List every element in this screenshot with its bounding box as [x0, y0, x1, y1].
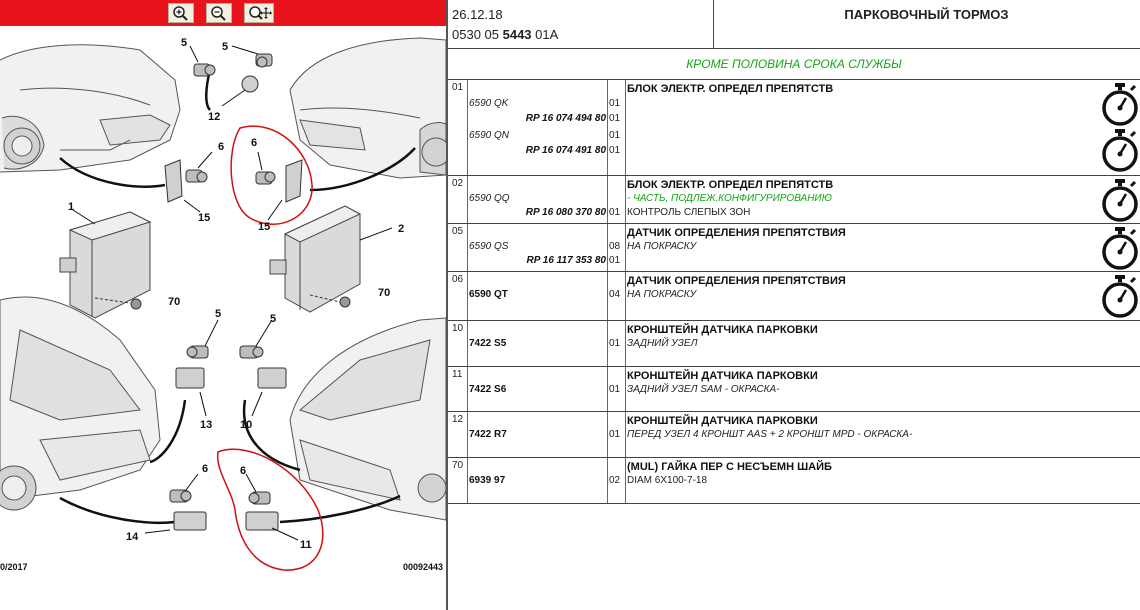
callout-14: 14 — [126, 531, 139, 543]
zoom-out-icon — [209, 5, 231, 21]
part-note: ПЕРЕД УЗЕЛ 4 КРОНШТ AAS + 2 КРОНШТ MPD - ОКРАСКА- — [627, 429, 913, 440]
red-annotation-marks — [218, 126, 323, 570]
table-row[interactable] — [448, 457, 1140, 503]
callout-15b: 15 — [258, 221, 271, 233]
callout-5d: 5 — [270, 313, 277, 325]
ref-code[interactable]: 6590 QT — [469, 289, 508, 300]
page-title: ПАРКОВОЧНЫЙ ТОРМОЗ — [844, 7, 1009, 22]
table-row[interactable] — [448, 271, 1140, 320]
table-row[interactable] — [448, 320, 1140, 366]
rear-car-left-drawing — [0, 297, 160, 510]
table-header — [448, 0, 1140, 49]
rear-car-right-drawing — [290, 318, 446, 520]
sensors-group — [165, 54, 302, 530]
part-note: НА ПОКРАСКУ — [627, 241, 697, 252]
quantity: 01 — [609, 338, 621, 349]
part-description: КРОНШТЕЙН ДАТЧИКА ПАРКОВКИ — [627, 324, 818, 336]
callout-6d: 6 — [240, 465, 247, 477]
ref-code[interactable]: 6590 QQ — [469, 193, 510, 204]
code-suffix: 01A — [531, 27, 559, 42]
table-row[interactable] — [448, 79, 1140, 175]
quantity: 01 — [609, 130, 621, 141]
header-code — [452, 27, 558, 42]
code-prefix: 0530 05 — [452, 27, 503, 42]
filter-note: КРОМЕ ПОЛОВИНА СРОКА СЛУЖБЫ — [686, 57, 902, 71]
part-note: ЗАДНИЙ УЗЕЛ — [627, 338, 698, 349]
quantity: 01 — [609, 145, 621, 156]
table-row[interactable] — [448, 223, 1140, 271]
row-position: 06 — [452, 274, 464, 285]
part-description: КРОНШТЕЙН ДАТЧИКА ПАРКОВКИ — [627, 415, 818, 427]
callout-13: 13 — [200, 419, 213, 431]
parts-diagram — [0, 26, 446, 586]
table-row[interactable] — [448, 366, 1140, 411]
ref-code[interactable]: 6590 QN — [469, 130, 510, 141]
row-position: 05 — [452, 226, 464, 237]
quantity: 01 — [609, 98, 621, 109]
part-description: БЛОК ЭЛЕКТР. ОПРЕДЕЛ ПРЕПЯТСТВ — [627, 179, 834, 191]
table-row[interactable] — [448, 175, 1140, 223]
callout-6a: 6 — [218, 141, 225, 153]
ref-code[interactable]: 7422 S6 — [469, 384, 507, 395]
diagram-date-footer: 0/2017 — [0, 562, 28, 572]
part-description: ДАТЧИК ОПРЕДЕЛЕНИЯ ПРЕПЯТСТВИЯ — [627, 227, 846, 239]
row-position: 02 — [452, 178, 464, 189]
callout-70b: 70 — [378, 287, 391, 299]
quantity: 01 — [609, 113, 621, 124]
ref-code[interactable]: 6590 QS — [469, 241, 509, 252]
callout-6c: 6 — [202, 463, 209, 475]
callout-1: 1 — [68, 201, 75, 213]
zoom-in-button[interactable] — [168, 3, 194, 23]
quantity: 08 — [609, 241, 621, 252]
quantity: 04 — [609, 289, 621, 300]
part-note: - ЧАСТЬ, ПОДЛЕЖ.КОНФИГУРИРОВАНИЮ — [627, 193, 832, 204]
ref-code[interactable]: 7422 R7 — [469, 429, 507, 440]
quantity: 01 — [609, 207, 621, 218]
callout-15a: 15 — [198, 212, 211, 224]
callout-2: 2 — [398, 223, 405, 235]
row-position: 12 — [452, 414, 464, 425]
part-number[interactable]: RP 16 074 491 80 — [525, 145, 606, 156]
stopwatch-icon[interactable] — [1100, 274, 1140, 318]
ref-code[interactable]: 7422 S5 — [469, 338, 507, 349]
part-note: ЗАДНИЙ УЗЕЛ SAM - ОКРАСКА- — [627, 384, 780, 395]
part-description: ДАТЧИК ОПРЕДЕЛЕНИЯ ПРЕПЯТСТВИЯ — [627, 275, 846, 287]
callout-10: 10 — [240, 419, 253, 431]
row-position: 11 — [452, 369, 463, 380]
diagram-id-footer: 00092443 — [402, 562, 443, 572]
ecu-unit-1 — [60, 210, 150, 318]
stopwatch-icon[interactable] — [1100, 82, 1140, 126]
table-bottom-border — [448, 503, 1140, 504]
part-number[interactable]: RP 16 117 353 80 — [526, 255, 606, 266]
parts-table-panel — [448, 0, 1140, 610]
zoom-out-button[interactable] — [206, 3, 232, 23]
callout-5c: 5 — [215, 308, 222, 320]
part-description: (MUL) ГАЙКА ПЕР С НЕСЪЕМН ШАЙБ — [627, 461, 832, 473]
part-number[interactable]: RP 16 080 370 80 — [525, 207, 606, 218]
part-description: БЛОК ЭЛЕКТР. ОПРЕДЕЛ ПРЕПЯТСТВ — [627, 83, 834, 95]
header-info-cell — [448, 0, 714, 48]
stopwatch-icon[interactable] — [1100, 128, 1140, 172]
row-position: 70 — [452, 460, 464, 471]
front-car-right-drawing — [290, 38, 446, 178]
part-description: КРОНШТЕЙН ДАТЧИКА ПАРКОВКИ — [627, 370, 818, 382]
ref-code[interactable]: 6590 QK — [469, 98, 509, 109]
part-note: КОНТРОЛЬ СЛЕПЫХ ЗОН — [627, 207, 751, 218]
row-position: 01 — [452, 82, 464, 93]
quantity: 01 — [609, 255, 621, 266]
part-number[interactable]: RP 16 074 494 80 — [525, 113, 606, 124]
part-note: НА ПОКРАСКУ — [627, 289, 697, 300]
zoom-fit-button[interactable] — [244, 3, 274, 23]
callout-70a: 70 — [168, 296, 181, 308]
zoom-in-icon — [171, 5, 193, 21]
callout-11: 11 — [300, 539, 312, 551]
stopwatch-icon[interactable] — [1100, 226, 1140, 270]
zoom-fit-icon — [247, 5, 273, 21]
front-car-left-drawing — [0, 45, 180, 172]
diagram-toolbar — [0, 0, 446, 26]
row-position: 10 — [452, 323, 464, 334]
part-note: DIAM 6X100-7-18 — [627, 475, 708, 486]
callout-6b: 6 — [251, 137, 258, 149]
header-date: 26.12.18 — [452, 7, 503, 22]
quantity: 01 — [609, 384, 621, 395]
stopwatch-icon[interactable] — [1100, 178, 1140, 222]
quantity: 02 — [609, 475, 621, 486]
code-bold: 5443 — [502, 27, 532, 42]
quantity: 01 — [609, 429, 621, 440]
table-row[interactable] — [448, 411, 1140, 457]
callout-5b: 5 — [222, 41, 229, 53]
diagram-panel — [0, 0, 446, 610]
ref-code[interactable]: 6939 97 — [469, 475, 506, 486]
callout-12: 12 — [208, 111, 221, 123]
callout-5a: 5 — [181, 37, 188, 49]
